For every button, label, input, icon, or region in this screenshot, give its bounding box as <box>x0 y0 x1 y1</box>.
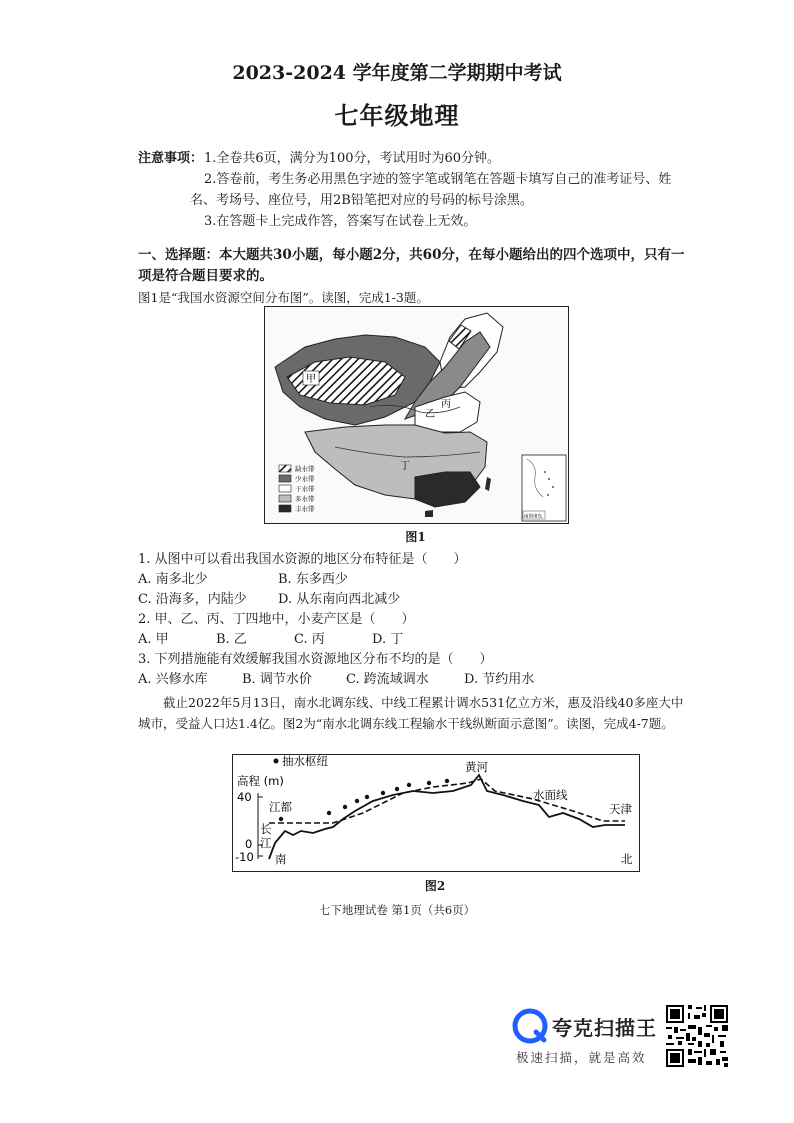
q1-option-c: C. 沿海多，内陆少 <box>138 592 247 607</box>
q1-option-d: D. 从东南向西北减少 <box>278 592 401 607</box>
scanner-logo-icon <box>512 1008 548 1044</box>
question-1-options-row1 <box>138 570 698 590</box>
exam-subject: 七年级地理 <box>334 101 460 130</box>
map-inset-south-china-sea <box>522 455 566 521</box>
profile-channel-bottom-line <box>269 775 625 859</box>
q1-option-b: B. 东多西少 <box>278 572 348 587</box>
q3-option-c: C. 跨流域调水 <box>346 672 429 687</box>
label-changjiang-2: 江 <box>260 836 272 850</box>
q2-option-c: C. 丙 <box>294 632 325 647</box>
question-1-stem: 1. 从图中可以看出我国水资源的地区分布特征是（ ） <box>138 552 467 567</box>
legend-label-1: 缺水带 <box>295 465 315 473</box>
section-heading-line1: 一、选择题：本大题共30小题，每小题2分，共60分，在每小题给出的四个选项中，只有一 <box>138 247 685 263</box>
exam-title: 2023-2024 学年度第二学期期中考试 <box>232 62 562 84</box>
map-rich-zone-south <box>415 472 480 507</box>
fig1-caption: 图1 <box>405 530 426 544</box>
q2-option-a: A. 甲 <box>138 632 169 647</box>
question-2-options <box>138 630 698 650</box>
fig2-caption: 图2 <box>424 879 446 893</box>
legend-swatch-2 <box>279 475 291 482</box>
q2-option-b: B. 乙 <box>216 632 247 647</box>
scanner-slogan: 极速扫描，就是高效 <box>516 1050 647 1065</box>
profile-svg <box>233 755 639 871</box>
legend-swatch-3 <box>279 485 291 492</box>
map-label-jia: 甲 <box>306 374 316 385</box>
map-label-bing: 丙 <box>441 399 451 410</box>
profile-y-axis-label: 高程 (m) <box>237 774 284 788</box>
legend-label-4: 多水带 <box>295 495 315 503</box>
page-footer: 七下地理试卷 第1页（共6页） <box>318 903 476 917</box>
question-3-options <box>138 670 698 690</box>
notice-item-1: 1.全卷共6页，满分为100分，考试用时为60分钟。 <box>204 151 501 166</box>
question-2-stem: 2. 甲、乙、丙、丁四地中，小麦产区是（ ） <box>138 612 415 627</box>
profile-legend: 抽水枢纽 <box>282 755 328 768</box>
tick-40: 40 <box>237 790 252 804</box>
section-heading-line2: 项是符合题目要求的。 <box>138 268 273 284</box>
fig1-intro: 图1是“我国水资源空间分布图”。读图，完成1-3题。 <box>138 290 429 305</box>
q1-option-a: A. 南多北少 <box>138 572 208 587</box>
label-huanghe: 黄河 <box>465 760 488 774</box>
profile-pump-stations <box>279 779 449 821</box>
qr-code-icon <box>664 1003 730 1069</box>
notice-label: 注意事项： <box>138 151 204 166</box>
q3-option-d: D. 节约用水 <box>464 672 535 687</box>
passage: 截止2022年5月13日，南水北调东线、中线工程累计调水531亿立方米，惠及沿线40多座大中城市，受益人口达1.4亿。图2为“南水北调东线工程输水干线纵断面示意图”。读图，完成4-7题。 <box>138 695 684 731</box>
tick-0: 0 <box>245 837 253 851</box>
legend-swatch-5 <box>279 505 291 512</box>
label-changjiang-1: 长 <box>260 822 272 836</box>
label-south: 南 <box>275 852 287 866</box>
inset-label: 南海诸岛 <box>524 514 542 520</box>
map-label-yi: 乙 <box>425 409 435 420</box>
legend-pump-dot <box>274 759 279 764</box>
scanner-brand <box>512 1008 657 1044</box>
map-taiwan <box>485 477 491 491</box>
legend-swatch-1 <box>279 465 291 472</box>
label-tianjin: 天津 <box>609 802 632 816</box>
water-route-profile <box>232 754 640 872</box>
map-hainan <box>425 510 433 517</box>
questions-block <box>138 550 698 690</box>
map-svg <box>265 307 568 523</box>
scanner-name: 夸克扫描王 <box>552 1015 657 1040</box>
notice-item-2a: 2.答卷前，考生务必用黑色字迹的签字笔或钢笔在答题卡填写自己的准考证号、姓 <box>204 172 672 187</box>
section-heading <box>138 245 698 287</box>
map-legend <box>279 464 315 513</box>
tick-minus-10: -10 <box>235 850 254 864</box>
q3-option-b: B. 调节水价 <box>242 672 312 687</box>
label-jiangdu: 江都 <box>269 800 292 814</box>
legend-label-3: 干水带 <box>295 485 315 493</box>
legend-label-2: 少水带 <box>295 475 315 483</box>
water-resources-map <box>264 306 569 524</box>
label-water-line: 水面线 <box>533 788 568 802</box>
legend-swatch-4 <box>279 495 291 502</box>
label-north: 北 <box>621 852 633 866</box>
notice-item-3: 3.在答题卡上完成作答，答案写在试卷上无效。 <box>204 214 477 229</box>
notice-item-2b: 名、考场号、座位号，用2B铅笔把对应的号码的标号涂黑。 <box>190 193 533 208</box>
q3-option-a: A. 兴修水库 <box>138 672 208 687</box>
question-1-options-row2 <box>138 590 698 610</box>
map-label-ding: 丁 <box>400 461 410 472</box>
q2-option-d: D. 丁 <box>372 632 404 647</box>
notice-block <box>138 148 698 232</box>
legend-label-5: 丰水带 <box>295 505 315 513</box>
question-3-stem: 3. 下列措施能有效缓解我国水资源地区分布不均的是（ ） <box>138 652 493 667</box>
